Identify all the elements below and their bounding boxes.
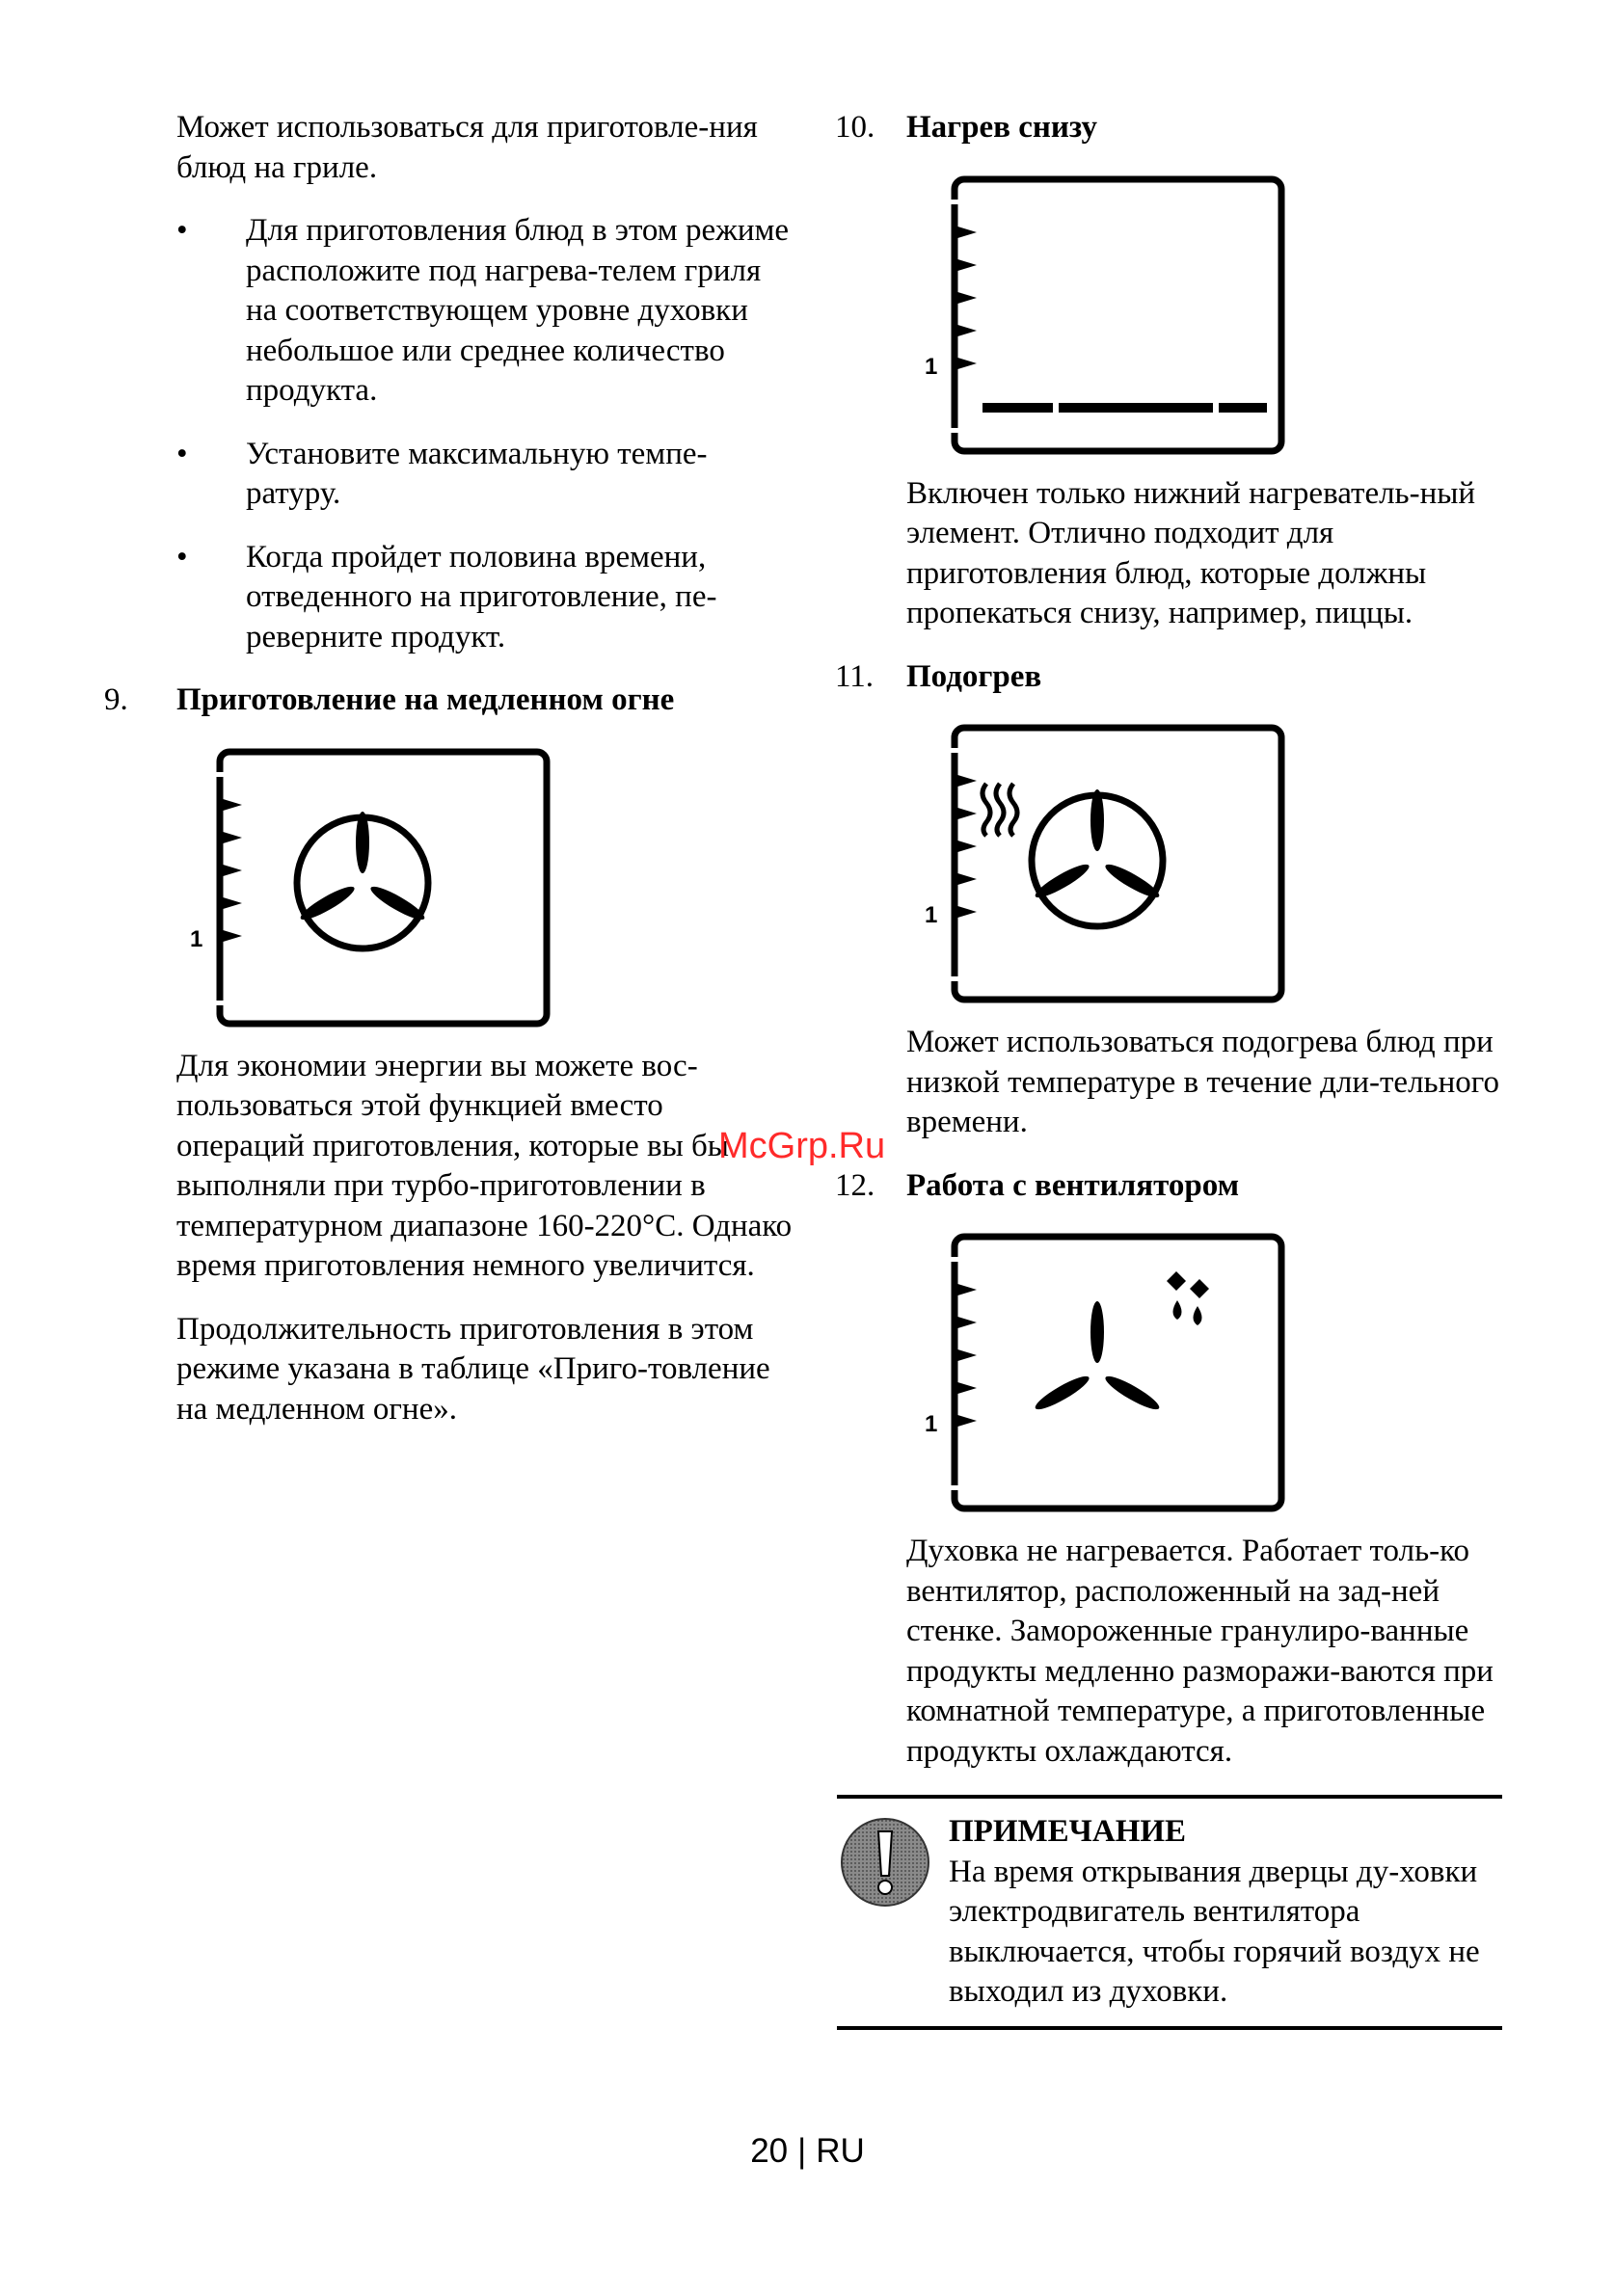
list-item: • Для приготовления блюд в этом режиме расположите под нагрева-телем гриля на соответствующем уровне духовки небольшое или среднее количество продукта.	[176, 213, 790, 408]
bottom-heat-mode-diagram	[919, 175, 1285, 455]
note-box	[837, 1795, 1502, 2030]
fan-blades-icon	[1032, 1301, 1162, 1414]
section-number: 9.	[104, 682, 128, 717]
section-12-heading	[837, 1166, 1523, 1207]
section-12-text: Духовка не нагревается. Работает толь-ко вентилятор, расположенный на зад-ней стенке. Замороженные гранулиро-ванные продукты медленно разморажи-ваются при комнатной температуре, а приготовленные продукты охлаждаются.	[906, 1534, 1494, 1769]
section-title: Работа с вентилятором	[906, 1167, 1240, 1203]
slow-cook-mode-diagram	[184, 748, 551, 1028]
section-11-text: Может использоваться подогрева блюд при низкой температуре в течение дли-тельного времени.	[906, 1025, 1499, 1139]
section-9-text: Для экономии энергии вы можете вос-пользоваться этой функцией вместо операций приготовления, которые вы бы выполняли при турбо-приготовлении в температурном диапазоне 160-220°C. Однако время приготовления немного увеличится.	[176, 1048, 793, 1283]
section-number: 12.	[835, 1167, 875, 1203]
fan-icon	[297, 812, 428, 948]
oven-frame-icon	[946, 1237, 1281, 1508]
section-number: 10.	[835, 110, 875, 145]
section-10-heading	[837, 108, 1523, 148]
fan-only-mode-diagram	[919, 1233, 1285, 1512]
language-code: RU	[816, 2132, 865, 2170]
heat-waves-icon	[982, 784, 1017, 836]
right-column	[837, 108, 1523, 2030]
watermark: McGrp.Ru	[718, 1126, 886, 1166]
page-number: 20	[750, 2132, 789, 2170]
left-column	[104, 108, 794, 1453]
bottom-heating-element-icon	[982, 403, 1267, 413]
section-9-heading	[104, 681, 794, 721]
note-title: ПРИМЕЧАНИЕ	[949, 1814, 1187, 1849]
note-text: На время открывания дверцы ду-ховки электродвигатель вентилятора выключается, чтобы горячий воздух не выходил из духовки.	[949, 1854, 1480, 2009]
shelf-level-label: 1	[925, 902, 938, 928]
section-title: Приготовление на медленном огне	[176, 682, 675, 717]
grill-tips-list	[176, 211, 794, 657]
shelf-level-label: 1	[925, 353, 938, 380]
list-item: • Когда пройдет половина времени, отведенного на приготовление, пе-реверните продукт.	[176, 539, 717, 654]
footer-separator: |	[797, 2132, 807, 2170]
fan-icon	[1032, 789, 1163, 926]
oven-frame-icon	[946, 728, 1281, 1000]
section-9-duration-text: Продолжительность приготовления в этом режиме указана в таблице «Приго-товление на медленном огне».	[176, 1311, 770, 1427]
section-11-heading	[837, 657, 1523, 698]
section-title: Нагрев снизу	[906, 110, 1097, 145]
warming-mode-diagram	[919, 724, 1285, 1003]
note-body	[837, 1812, 1502, 2013]
bullet-icon: •	[176, 436, 188, 471]
bullet-icon: •	[176, 539, 188, 574]
page-footer	[0, 2132, 1615, 2171]
section-number: 11.	[835, 658, 875, 694]
section-10-text: Включен только нижний нагреватель-ный элемент. Отлично подходит для приготовления блюд, которые должны пропекаться снизу, например, пиццы.	[906, 475, 1476, 630]
intro-paragraph: Может использоваться для приготовле-ния блюд на гриле.	[176, 110, 758, 185]
section-title: Подогрев	[906, 658, 1042, 694]
list-item: • Установите максимальную темпе-ратуру.	[176, 436, 708, 511]
bullet-icon: •	[176, 213, 188, 248]
exclamation-icon	[839, 1816, 931, 1909]
shelf-level-label: 1	[190, 925, 203, 952]
defrost-icon	[1167, 1271, 1209, 1325]
shelf-level-label: 1	[925, 1411, 938, 1437]
